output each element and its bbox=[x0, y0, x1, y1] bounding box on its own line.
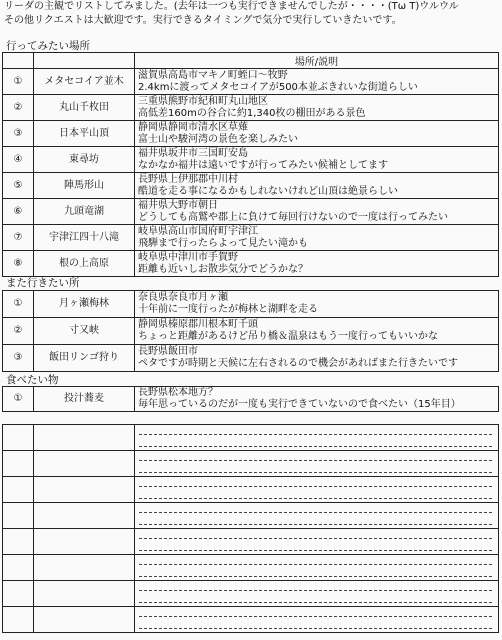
blank-name-cell bbox=[34, 425, 135, 451]
desc-line-2: ちょっと距離があるけど吊り橋＆温泉はもう一度行ってもいいかな bbox=[138, 331, 438, 342]
row-name: 東尋坊 bbox=[34, 147, 135, 173]
blank-name-cell bbox=[34, 555, 135, 581]
table-row bbox=[3, 199, 499, 225]
dashed-line bbox=[139, 498, 492, 499]
blank-desc-cell bbox=[135, 555, 499, 581]
blank-desc-cell bbox=[135, 503, 499, 529]
blank-row bbox=[3, 555, 499, 581]
section-title-again: また行きたい所 bbox=[6, 277, 80, 289]
blank-desc-cell bbox=[135, 477, 499, 503]
row-name: 寸又峡 bbox=[34, 318, 135, 345]
blank-number-cell bbox=[3, 503, 34, 529]
desc-line-1: 長野県上伊那郡中川村 bbox=[138, 173, 238, 185]
intro-line-1: リーダの主観でリストしてみました。(去年は一つも実行できませんでしたが・・・・(Tω T)ウルウル bbox=[4, 1, 459, 12]
again-table bbox=[2, 290, 499, 372]
blank-desc-cell bbox=[135, 581, 499, 607]
row-description bbox=[135, 121, 499, 147]
row-name: 丸山千枚田 bbox=[34, 95, 135, 121]
eat-table bbox=[2, 386, 499, 412]
dashed-line bbox=[139, 576, 492, 577]
blank-desc-cell bbox=[135, 451, 499, 477]
table-row bbox=[3, 147, 499, 173]
blank-table bbox=[2, 424, 499, 633]
desc-line-1: 静岡県榛原郡川根本町千頭 bbox=[138, 319, 258, 330]
desc-line-2: 飛騨まで行ったらよって見たい滝かも bbox=[138, 237, 308, 249]
desc-line-2: 毎年思っているのだが一度も実行できていないので食べたい（15年目） bbox=[138, 399, 461, 410]
section-title-want: 行ってみたい場所 bbox=[6, 40, 90, 52]
dashed-line bbox=[139, 486, 492, 487]
intro-line-2: その他リクエストは大歓迎です。実行できるタイミングで気分で実行していきたいです。 bbox=[4, 15, 402, 26]
blank-number-cell bbox=[3, 451, 34, 477]
row-description bbox=[135, 387, 499, 412]
blank-name-cell bbox=[34, 477, 135, 503]
desc-line-2: 富士山や駿河湾の景色を楽しみたい bbox=[138, 133, 298, 145]
desc-line-1: 静岡県静岡市清水区草薙 bbox=[138, 121, 248, 133]
blank-row bbox=[3, 451, 499, 477]
table-row bbox=[3, 69, 499, 95]
row-name: 根の上高原 bbox=[34, 251, 135, 277]
blank-number-cell bbox=[3, 607, 34, 633]
desc-line-2: 2.4kmに渡ってメタセコイアが500本並ぶきれいな街道らしい bbox=[138, 81, 418, 93]
blank-name-cell bbox=[34, 529, 135, 555]
want-table bbox=[2, 52, 499, 277]
desc-line-2: どうしても高鷲や郡上に負けて毎回行けないので一度は行ってみたい bbox=[138, 211, 448, 223]
blank-desc-cell bbox=[135, 425, 499, 451]
dashed-line bbox=[139, 602, 492, 603]
row-number: ④ bbox=[3, 147, 34, 173]
row-description bbox=[135, 199, 499, 225]
blank-name-cell bbox=[34, 581, 135, 607]
desc-line-1: 岐阜県中津川市手賀野 bbox=[138, 251, 238, 263]
row-description bbox=[135, 95, 499, 121]
table-row bbox=[3, 173, 499, 199]
blank-name-cell bbox=[34, 503, 135, 529]
row-number: ⑤ bbox=[3, 173, 34, 199]
dashed-line bbox=[139, 616, 492, 617]
table-row bbox=[3, 387, 499, 412]
row-number: ③ bbox=[3, 121, 34, 147]
dashed-line bbox=[139, 538, 492, 539]
row-description bbox=[135, 291, 499, 318]
row-number: ② bbox=[3, 318, 34, 345]
row-name: 宇津江四十八滝 bbox=[34, 225, 135, 251]
desc-line-2: 高低差160mの谷合に約1,340枚の棚田がある景色 bbox=[138, 107, 366, 119]
row-description bbox=[135, 251, 499, 277]
blank-number-cell bbox=[3, 425, 34, 451]
row-description bbox=[135, 69, 499, 95]
desc-line-1: 奈良県奈良市月ヶ瀬 bbox=[138, 292, 228, 303]
row-description bbox=[135, 173, 499, 199]
blank-row bbox=[3, 425, 499, 451]
dashed-line bbox=[139, 512, 492, 513]
header-desc: 場所/説明 bbox=[135, 53, 499, 69]
blank-number-cell bbox=[3, 555, 34, 581]
blank-number-cell bbox=[3, 529, 34, 555]
row-number: ① bbox=[3, 291, 34, 318]
desc-line-1: 三重県熊野市紀和町丸山地区 bbox=[138, 95, 268, 107]
row-name: 投汁蕎麦 bbox=[34, 387, 135, 412]
table-row bbox=[3, 225, 499, 251]
row-name: 月ヶ瀬梅林 bbox=[34, 291, 135, 318]
desc-line-2: ペタですが時期と天候に左右されるので機会があればまた行きたいです bbox=[138, 358, 458, 369]
row-number: ② bbox=[3, 95, 34, 121]
table-row bbox=[3, 318, 499, 345]
desc-line-2: 距離も近いしお散歩気分でどうかな？ bbox=[138, 263, 308, 275]
blank-desc-cell bbox=[135, 529, 499, 555]
blank-desc-cell bbox=[135, 607, 499, 633]
dashed-line bbox=[139, 472, 492, 473]
blank-name-cell bbox=[34, 607, 135, 633]
dashed-line bbox=[139, 564, 492, 565]
row-number: ① bbox=[3, 69, 34, 95]
row-description bbox=[135, 147, 499, 173]
table-row bbox=[3, 95, 499, 121]
desc-line-1: 長野県松本地方？ bbox=[138, 387, 218, 398]
dashed-line bbox=[139, 460, 492, 461]
desc-line-1: 長野県飯田市 bbox=[138, 346, 198, 357]
row-number: ⑧ bbox=[3, 251, 34, 277]
row-number: ③ bbox=[3, 345, 34, 372]
dashed-line bbox=[139, 628, 492, 629]
row-number: ⑥ bbox=[3, 199, 34, 225]
dashed-line bbox=[139, 590, 492, 591]
desc-line-1: 岐阜県高山市国府町宇津江 bbox=[138, 225, 258, 237]
blank-name-cell bbox=[34, 451, 135, 477]
desc-line-2: 十年前に一度行ったが梅林と湖畔を走る bbox=[138, 304, 318, 315]
row-number: ① bbox=[3, 387, 34, 412]
table-header-row bbox=[3, 53, 499, 69]
row-description bbox=[135, 345, 499, 372]
blank-row bbox=[3, 477, 499, 503]
section-title-eat: 食べたい物 bbox=[6, 374, 59, 386]
dashed-line bbox=[139, 524, 492, 525]
desc-line-2: なかなか福井は遠いですが行ってみたい候補としてます bbox=[138, 159, 388, 171]
intro-text bbox=[4, 0, 500, 28]
dashed-line bbox=[139, 446, 492, 447]
dashed-line bbox=[139, 434, 492, 435]
blank-row bbox=[3, 503, 499, 529]
table-row bbox=[3, 251, 499, 277]
row-name: 陣馬形山 bbox=[34, 173, 135, 199]
table-row bbox=[3, 345, 499, 372]
desc-line-1: 福井県坂井市三国町安島 bbox=[138, 147, 248, 159]
row-number: ⑦ bbox=[3, 225, 34, 251]
row-name: メタセコイア並木 bbox=[34, 69, 135, 95]
desc-line-2: 酷道を走る事になるかもしれないけれど山頂は絶景らしい bbox=[138, 185, 398, 197]
blank-row bbox=[3, 581, 499, 607]
desc-line-1: 福井県大野市朝日 bbox=[138, 199, 218, 211]
row-description bbox=[135, 318, 499, 345]
row-name: 飯田リンゴ狩り bbox=[34, 345, 135, 372]
blank-row bbox=[3, 607, 499, 633]
table-row bbox=[3, 291, 499, 318]
row-name: 日本平山頂 bbox=[34, 121, 135, 147]
row-name: 九頭竜湖 bbox=[34, 199, 135, 225]
blank-number-cell bbox=[3, 477, 34, 503]
blank-row bbox=[3, 529, 499, 555]
table-row bbox=[3, 121, 499, 147]
desc-line-1: 滋賀県高島市マキノ町蛭口～牧野 bbox=[138, 69, 288, 81]
blank-number-cell bbox=[3, 581, 34, 607]
dashed-line bbox=[139, 550, 492, 551]
row-description bbox=[135, 225, 499, 251]
